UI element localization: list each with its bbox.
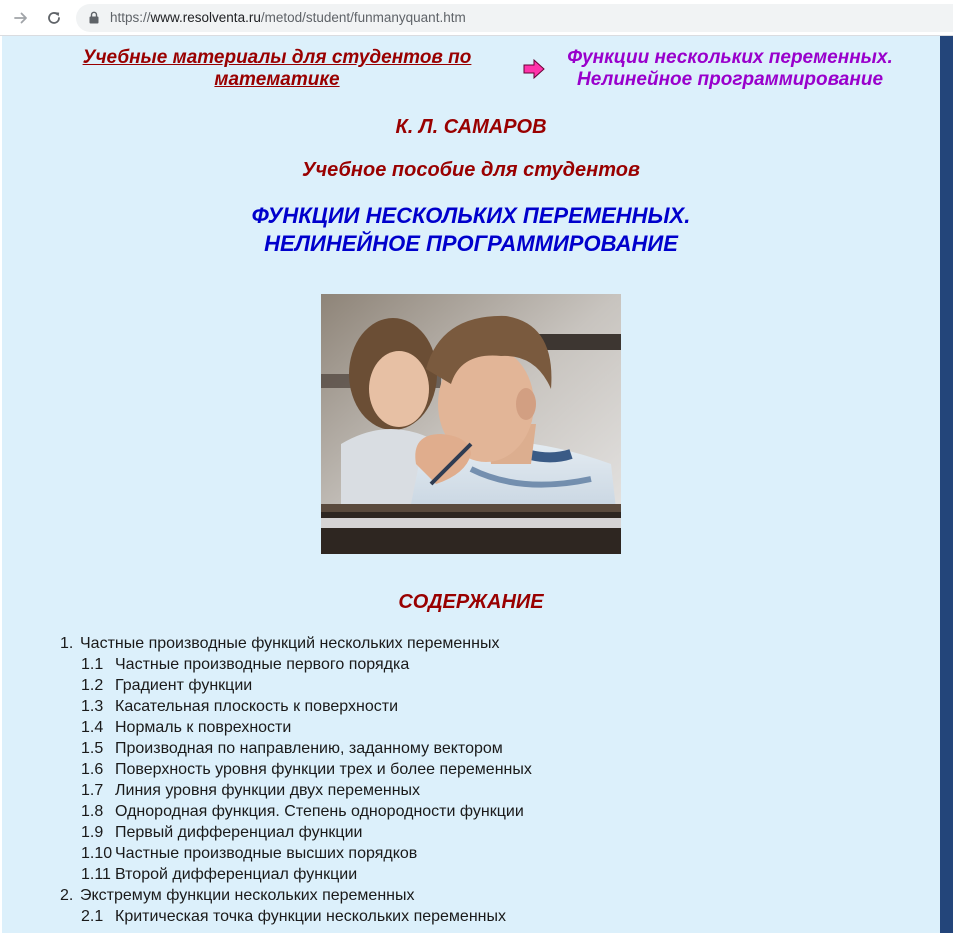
pink-arrow-icon (523, 59, 545, 79)
toc-heading: СОДЕРЖАНИЕ (398, 591, 544, 613)
toc-item[interactable] (60, 738, 920, 759)
author-name: К. Л. САМАРОВ (395, 116, 547, 138)
toc-item-number: 1.11 (81, 866, 111, 883)
right-side-bar (940, 36, 953, 933)
forward-button[interactable] (10, 7, 32, 29)
page-title (2, 202, 940, 258)
toc-item-number: 1.7 (81, 782, 104, 799)
toc-item-label: Касательная плоскость к поверхности (115, 698, 399, 715)
student-photo (321, 294, 621, 554)
toc-item-number: 2. (60, 887, 74, 904)
toc-item-number: 1.4 (81, 719, 104, 736)
toc-item-number: 1.6 (81, 761, 104, 778)
toc-item-number: 1.10 (81, 845, 113, 862)
address-bar[interactable] (76, 4, 953, 32)
toc-item[interactable] (60, 759, 920, 780)
toc-item[interactable] (60, 654, 920, 675)
toc-item-label: Критическая точка функции нескольких переменных (115, 908, 506, 925)
toc-item-number: 1. (60, 635, 74, 652)
page-viewport (0, 36, 953, 933)
current-page-title: Функции нескольких переменных. Нелинейное программирование (567, 47, 893, 90)
content-area (2, 36, 940, 933)
forward-arrow-icon (13, 10, 29, 26)
reload-icon (46, 10, 62, 26)
toc-item-label: Частные производные высших порядков (115, 845, 418, 862)
student-materials-link[interactable]: Учебные материалы для студентов по математике (82, 47, 472, 90)
toc-item-label: Экстремум функции нескольких переменных (80, 887, 415, 904)
toc-item-label: Производная по направлению, заданному вектором (115, 740, 503, 757)
toc-item[interactable] (60, 906, 920, 927)
toc-item-label: Линия уровня функции двух переменных (115, 782, 421, 799)
photo-illustration (321, 294, 621, 554)
toc-item[interactable] (60, 801, 920, 822)
toc-item[interactable] (60, 780, 920, 801)
toc-item-label: Первый дифференциал функции (115, 824, 363, 841)
toc-item-number: 1.9 (81, 824, 104, 841)
toc-item[interactable] (60, 822, 920, 843)
toc-item-label: Второй дифференциал функции (115, 866, 358, 883)
toc-item-number: 2.1 (81, 908, 104, 925)
table-of-contents (60, 633, 920, 927)
browser-toolbar (0, 0, 953, 36)
toc-item-label: Частные производные функций нескольких переменных (80, 635, 500, 652)
lock-icon (89, 11, 99, 24)
toc-item-number: 1.8 (81, 803, 104, 820)
title-line-1: ФУНКЦИИ НЕСКОЛЬКИХ ПЕРЕМЕННЫХ. (251, 203, 691, 228)
toc-item[interactable] (60, 717, 920, 738)
toc-item[interactable] (60, 885, 920, 906)
toc-item[interactable] (60, 675, 920, 696)
toc-item-number: 1.1 (81, 656, 104, 673)
toc-item[interactable] (60, 843, 920, 864)
reload-button[interactable] (43, 7, 65, 29)
toc-item[interactable] (60, 696, 920, 717)
toc-item-label: Однородная функция. Степень однородности функции (115, 803, 524, 820)
toc-item-label: Поверхность уровня функции трех и более переменных (115, 761, 532, 778)
title-line-2: НЕЛИНЕЙНОЕ ПРОГРАММИРОВАНИЕ (264, 231, 678, 256)
toc-item-label: Градиент функции (115, 677, 253, 694)
toc-item-label: Нормаль к поврехности (115, 719, 292, 736)
toc-item-label: Частные производные первого порядка (115, 656, 410, 673)
toc-item-number: 1.2 (81, 677, 104, 694)
book-subtitle: Учебное пособие для студентов (301, 159, 641, 181)
toc-item-number: 1.5 (81, 740, 104, 757)
url-text: https://www.resolventa.ru/metod/student/funmanyquant.htm (110, 10, 466, 25)
toc-item[interactable] (60, 633, 920, 654)
toc-item-number: 1.3 (81, 698, 104, 715)
toc-item[interactable] (60, 864, 920, 885)
